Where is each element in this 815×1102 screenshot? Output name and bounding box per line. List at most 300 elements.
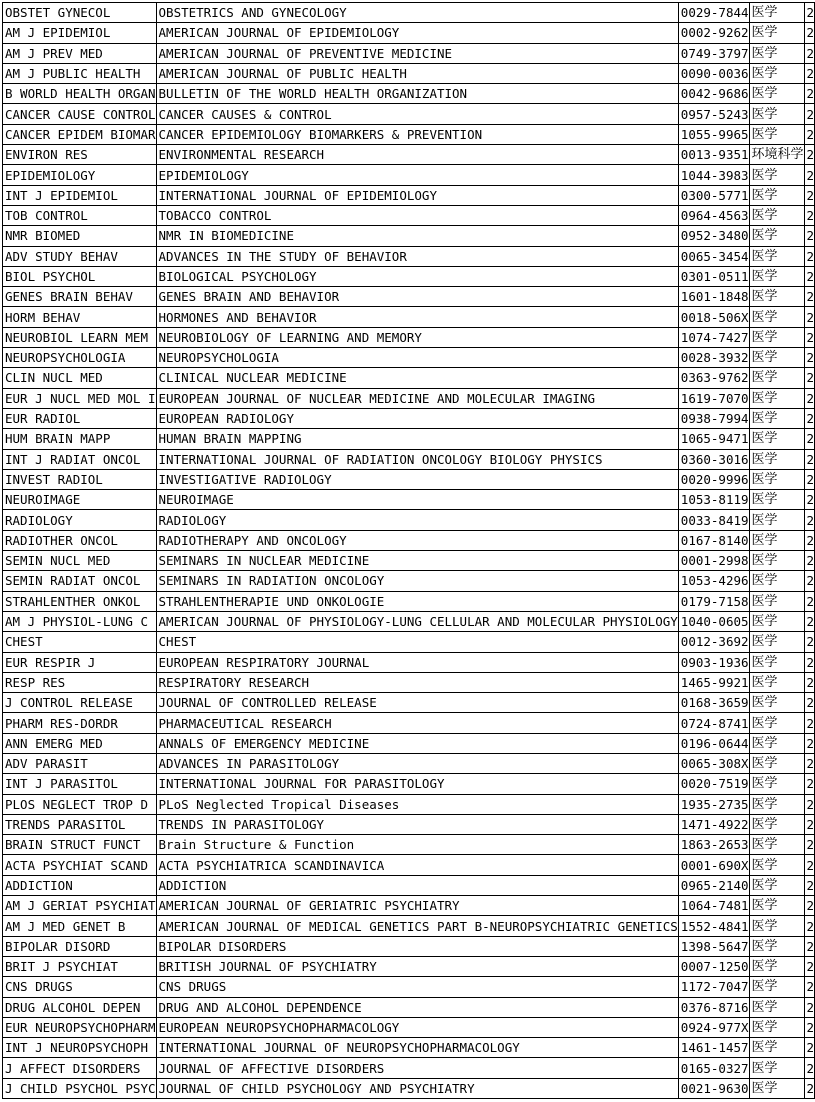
journal-abbreviation-cell[interactable]: HORM BEHAV: [3, 307, 157, 327]
journal-abbreviation-cell[interactable]: STRAHLENTHER ONKOL: [3, 591, 157, 611]
journal-title-cell[interactable]: BRITISH JOURNAL OF PSYCHIATRY: [156, 956, 678, 976]
journal-abbreviation-cell[interactable]: AM J GERIAT PSYCHIAT: [3, 896, 157, 916]
category-cell[interactable]: 医学: [749, 875, 804, 895]
issn-cell[interactable]: 0028-3932: [678, 348, 749, 368]
category-cell[interactable]: 医学: [749, 1038, 804, 1058]
issn-cell[interactable]: 0196-0644: [678, 733, 749, 753]
issn-cell[interactable]: 0360-3016: [678, 449, 749, 469]
journal-abbreviation-cell[interactable]: INVEST RADIOL: [3, 469, 157, 489]
journal-abbreviation-cell[interactable]: CHEST: [3, 632, 157, 652]
issn-cell[interactable]: 0001-690X: [678, 855, 749, 875]
issn-cell[interactable]: 0033-8419: [678, 510, 749, 530]
journal-abbreviation-cell[interactable]: DRUG ALCOHOL DEPEN: [3, 997, 157, 1017]
issn-cell[interactable]: 0957-5243: [678, 104, 749, 124]
journal-abbreviation-cell[interactable]: BRIT J PSYCHIAT: [3, 956, 157, 976]
journal-abbreviation-cell[interactable]: TOB CONTROL: [3, 205, 157, 225]
rank-cell[interactable]: 2: [804, 591, 815, 611]
journal-title-cell[interactable]: INTERNATIONAL JOURNAL OF RADIATION ONCOLOGY BIOLOGY PHYSICS: [156, 449, 678, 469]
journal-title-cell[interactable]: CANCER EPIDEMIOLOGY BIOMARKERS & PREVENTION: [156, 124, 678, 144]
journal-title-cell[interactable]: INTERNATIONAL JOURNAL FOR PARASITOLOGY: [156, 774, 678, 794]
category-cell[interactable]: 医学: [749, 571, 804, 591]
category-cell[interactable]: 医学: [749, 916, 804, 936]
table-row: [3, 185, 815, 205]
category-cell[interactable]: 医学: [749, 205, 804, 225]
category-cell[interactable]: 医学: [749, 1017, 804, 1037]
category-cell[interactable]: 医学: [749, 713, 804, 733]
journal-title-cell[interactable]: SEMINARS IN RADIATION ONCOLOGY: [156, 571, 678, 591]
category-cell[interactable]: 医学: [749, 266, 804, 286]
rank-cell[interactable]: 2: [804, 835, 815, 855]
category-cell[interactable]: 医学: [749, 165, 804, 185]
journal-title-cell[interactable]: JOURNAL OF CONTROLLED RELEASE: [156, 693, 678, 713]
journal-title-cell[interactable]: DRUG AND ALCOHOL DEPENDENCE: [156, 997, 678, 1017]
journal-title-cell[interactable]: PLoS Neglected Tropical Diseases: [156, 794, 678, 814]
table-row: [3, 246, 815, 266]
journal-title-cell[interactable]: TRENDS IN PARASITOLOGY: [156, 814, 678, 834]
issn-cell[interactable]: 0018-506X: [678, 307, 749, 327]
journal-abbreviation-cell[interactable]: EUR RESPIR J: [3, 652, 157, 672]
category-cell[interactable]: 医学: [749, 794, 804, 814]
rank-cell[interactable]: 2: [804, 530, 815, 550]
issn-cell[interactable]: 0952-3480: [678, 226, 749, 246]
journal-abbreviation-cell[interactable]: CNS DRUGS: [3, 977, 157, 997]
rank-cell[interactable]: 2: [804, 165, 815, 185]
category-cell[interactable]: 医学: [749, 246, 804, 266]
issn-cell[interactable]: 1172-7047: [678, 977, 749, 997]
category-cell[interactable]: 医学: [749, 185, 804, 205]
journal-abbreviation-cell[interactable]: BIPOLAR DISORD: [3, 936, 157, 956]
journal-abbreviation-cell[interactable]: RADIOLOGY: [3, 510, 157, 530]
rank-cell[interactable]: 2: [804, 429, 815, 449]
rank-cell[interactable]: 2: [804, 855, 815, 875]
journal-title-cell[interactable]: INTERNATIONAL JOURNAL OF EPIDEMIOLOGY: [156, 185, 678, 205]
journal-title-cell[interactable]: AMERICAN JOURNAL OF PUBLIC HEALTH: [156, 63, 678, 83]
issn-cell[interactable]: 0020-7519: [678, 774, 749, 794]
issn-cell[interactable]: 1465-9921: [678, 672, 749, 692]
category-cell[interactable]: 医学: [749, 327, 804, 347]
rank-cell[interactable]: 2: [804, 652, 815, 672]
journal-title-cell[interactable]: JOURNAL OF AFFECTIVE DISORDERS: [156, 1058, 678, 1078]
category-cell[interactable]: 医学: [749, 287, 804, 307]
journal-abbreviation-cell[interactable]: RESP RES: [3, 672, 157, 692]
rank-cell[interactable]: 2: [804, 266, 815, 286]
category-cell[interactable]: 医学: [749, 632, 804, 652]
issn-cell[interactable]: 0903-1936: [678, 652, 749, 672]
journal-abbreviation-cell[interactable]: PLOS NEGLECT TROP D: [3, 794, 157, 814]
issn-cell[interactable]: 0363-9762: [678, 368, 749, 388]
rank-cell[interactable]: 2: [804, 713, 815, 733]
category-cell[interactable]: 医学: [749, 510, 804, 530]
journal-title-cell[interactable]: HUMAN BRAIN MAPPING: [156, 429, 678, 449]
table-row: [3, 814, 815, 834]
journal-title-cell[interactable]: AMERICAN JOURNAL OF PREVENTIVE MEDICINE: [156, 43, 678, 63]
journal-title-cell[interactable]: CNS DRUGS: [156, 977, 678, 997]
table-row: [3, 408, 815, 428]
journal-abbreviation-cell[interactable]: EUR RADIOL: [3, 408, 157, 428]
issn-cell[interactable]: 0300-5771: [678, 185, 749, 205]
journal-abbreviation-cell[interactable]: B WORLD HEALTH ORGAN: [3, 84, 157, 104]
issn-cell[interactable]: 0965-2140: [678, 875, 749, 895]
category-cell[interactable]: 医学: [749, 855, 804, 875]
journal-abbreviation-cell[interactable]: OBSTET GYNECOL: [3, 3, 157, 23]
journal-title-cell[interactable]: AMERICAN JOURNAL OF EPIDEMIOLOGY: [156, 23, 678, 43]
rank-cell[interactable]: 2: [804, 672, 815, 692]
journal-title-cell[interactable]: EPIDEMIOLOGY: [156, 165, 678, 185]
rank-cell[interactable]: 2: [804, 814, 815, 834]
category-cell[interactable]: 医学: [749, 1078, 804, 1098]
journal-title-cell[interactable]: CANCER CAUSES & CONTROL: [156, 104, 678, 124]
issn-cell[interactable]: 0065-308X: [678, 753, 749, 773]
journal-abbreviation-cell[interactable]: ACTA PSYCHIAT SCAND: [3, 855, 157, 875]
issn-cell[interactable]: 0029-7844: [678, 3, 749, 23]
rank-cell[interactable]: 2: [804, 63, 815, 83]
category-cell[interactable]: 医学: [749, 652, 804, 672]
rank-cell[interactable]: 2: [804, 1058, 815, 1078]
issn-cell[interactable]: 1074-7427: [678, 327, 749, 347]
rank-cell[interactable]: 2: [804, 307, 815, 327]
issn-cell[interactable]: 0165-0327: [678, 1058, 749, 1078]
rank-cell[interactable]: 2: [804, 956, 815, 976]
category-cell[interactable]: 医学: [749, 814, 804, 834]
journal-title-cell[interactable]: EUROPEAN RESPIRATORY JOURNAL: [156, 652, 678, 672]
journal-abbreviation-cell[interactable]: NEUROIMAGE: [3, 490, 157, 510]
journal-title-cell[interactable]: EUROPEAN RADIOLOGY: [156, 408, 678, 428]
category-cell[interactable]: 医学: [749, 896, 804, 916]
issn-cell[interactable]: 1040-0605: [678, 611, 749, 631]
rank-cell[interactable]: 2: [804, 84, 815, 104]
journal-title-cell[interactable]: PHARMACEUTICAL RESEARCH: [156, 713, 678, 733]
table-row: [3, 530, 815, 550]
category-cell[interactable]: 医学: [749, 997, 804, 1017]
journal-abbreviation-cell[interactable]: TRENDS PARASITOL: [3, 814, 157, 834]
table-row: [3, 956, 815, 976]
issn-cell[interactable]: 0301-0511: [678, 266, 749, 286]
journal-title-cell[interactable]: TOBACCO CONTROL: [156, 205, 678, 225]
issn-cell[interactable]: 0167-8140: [678, 530, 749, 550]
table-row: [3, 875, 815, 895]
rank-cell[interactable]: 2: [804, 185, 815, 205]
table-row: [3, 1017, 815, 1037]
table-row: [3, 611, 815, 631]
journal-abbreviation-cell[interactable]: PHARM RES-DORDR: [3, 713, 157, 733]
rank-cell[interactable]: 2: [804, 571, 815, 591]
issn-cell[interactable]: 0724-8741: [678, 713, 749, 733]
journal-title-cell[interactable]: ADDICTION: [156, 875, 678, 895]
journal-abbreviation-cell[interactable]: ANN EMERG MED: [3, 733, 157, 753]
category-cell[interactable]: 医学: [749, 490, 804, 510]
issn-cell[interactable]: 0376-8716: [678, 997, 749, 1017]
journal-abbreviation-cell[interactable]: GENES BRAIN BEHAV: [3, 287, 157, 307]
rank-cell[interactable]: 2: [804, 753, 815, 773]
issn-cell[interactable]: 0938-7994: [678, 408, 749, 428]
table-row: [3, 307, 815, 327]
table-row: [3, 327, 815, 347]
table-row: [3, 165, 815, 185]
journal-title-cell[interactable]: OBSTETRICS AND GYNECOLOGY: [156, 3, 678, 23]
table-row: [3, 753, 815, 773]
table-row: [3, 794, 815, 814]
journal-title-cell[interactable]: RESPIRATORY RESEARCH: [156, 672, 678, 692]
journal-title-cell[interactable]: BIOLOGICAL PSYCHOLOGY: [156, 266, 678, 286]
journal-abbreviation-cell[interactable]: AM J PREV MED: [3, 43, 157, 63]
issn-cell[interactable]: 0924-977X: [678, 1017, 749, 1037]
journal-title-cell[interactable]: ANNALS OF EMERGENCY MEDICINE: [156, 733, 678, 753]
category-cell[interactable]: 医学: [749, 63, 804, 83]
issn-cell[interactable]: 1044-3983: [678, 165, 749, 185]
issn-cell[interactable]: 0065-3454: [678, 246, 749, 266]
rank-cell[interactable]: 2: [804, 3, 815, 23]
issn-cell[interactable]: 1461-1457: [678, 1038, 749, 1058]
journal-abbreviation-cell[interactable]: EUR NEUROPSYCHOPHARM: [3, 1017, 157, 1037]
category-cell[interactable]: 医学: [749, 388, 804, 408]
journal-abbreviation-cell[interactable]: BRAIN STRUCT FUNCT: [3, 835, 157, 855]
journal-abbreviation-cell[interactable]: INT J EPIDEMIOL: [3, 185, 157, 205]
issn-cell[interactable]: 1471-4922: [678, 814, 749, 834]
rank-cell[interactable]: 2: [804, 693, 815, 713]
table-row: [3, 104, 815, 124]
rank-cell[interactable]: 2: [804, 551, 815, 571]
journal-abbreviation-cell[interactable]: INT J PARASITOL: [3, 774, 157, 794]
journal-title-cell[interactable]: AMERICAN JOURNAL OF MEDICAL GENETICS PART B-NEUROPSYCHIATRIC GENETICS: [156, 916, 678, 936]
journal-title-cell[interactable]: AMERICAN JOURNAL OF PHYSIOLOGY-LUNG CELLULAR AND MOLECULAR PHYSIOLOGY: [156, 611, 678, 631]
rank-cell[interactable]: 2: [804, 875, 815, 895]
journal-title-cell[interactable]: ADVANCES IN PARASITOLOGY: [156, 753, 678, 773]
category-cell[interactable]: 医学: [749, 672, 804, 692]
table-row: [3, 1038, 815, 1058]
issn-cell[interactable]: 0012-3692: [678, 632, 749, 652]
journal-title-cell[interactable]: EUROPEAN JOURNAL OF NUCLEAR MEDICINE AND MOLECULAR IMAGING: [156, 388, 678, 408]
journal-title-cell[interactable]: NMR IN BIOMEDICINE: [156, 226, 678, 246]
category-cell[interactable]: 医学: [749, 469, 804, 489]
category-cell[interactable]: 医学: [749, 611, 804, 631]
journal-title-cell[interactable]: STRAHLENTHERAPIE UND ONKOLOGIE: [156, 591, 678, 611]
journal-title-cell[interactable]: CHEST: [156, 632, 678, 652]
journal-title-cell[interactable]: ACTA PSYCHIATRICA SCANDINAVICA: [156, 855, 678, 875]
issn-cell[interactable]: 1055-9965: [678, 124, 749, 144]
journal-abbreviation-cell[interactable]: ENVIRON RES: [3, 145, 157, 165]
category-cell[interactable]: 医学: [749, 774, 804, 794]
issn-cell[interactable]: 1398-5647: [678, 936, 749, 956]
category-cell[interactable]: 医学: [749, 348, 804, 368]
journal-title-cell[interactable]: HORMONES AND BEHAVIOR: [156, 307, 678, 327]
issn-cell[interactable]: 0002-9262: [678, 23, 749, 43]
category-cell[interactable]: 医学: [749, 104, 804, 124]
issn-cell[interactable]: 1935-2735: [678, 794, 749, 814]
category-cell[interactable]: 医学: [749, 429, 804, 449]
journal-abbreviation-cell[interactable]: AM J EPIDEMIOL: [3, 23, 157, 43]
category-cell[interactable]: 医学: [749, 977, 804, 997]
table-row: [3, 1078, 815, 1098]
table-row: [3, 429, 815, 449]
category-cell[interactable]: 医学: [749, 753, 804, 773]
journal-title-cell[interactable]: NEUROPSYCHOLOGIA: [156, 348, 678, 368]
journal-abbreviation-cell[interactable]: J CONTROL RELEASE: [3, 693, 157, 713]
journal-title-cell[interactable]: RADIOLOGY: [156, 510, 678, 530]
table-row: [3, 977, 815, 997]
rank-cell[interactable]: 2: [804, 23, 815, 43]
category-cell[interactable]: 医学: [749, 936, 804, 956]
journal-abbreviation-cell[interactable]: RADIOTHER ONCOL: [3, 530, 157, 550]
journal-title-cell[interactable]: Brain Structure & Function: [156, 835, 678, 855]
table-row: [3, 510, 815, 530]
rank-cell[interactable]: 2: [804, 774, 815, 794]
table-row: [3, 713, 815, 733]
table-row: [3, 490, 815, 510]
issn-cell[interactable]: 1863-2653: [678, 835, 749, 855]
category-cell[interactable]: 医学: [749, 1058, 804, 1078]
rank-cell[interactable]: 2: [804, 408, 815, 428]
rank-cell[interactable]: 2: [804, 1078, 815, 1098]
rank-cell[interactable]: 2: [804, 916, 815, 936]
category-cell[interactable]: 环境科学: [749, 145, 804, 165]
issn-cell[interactable]: 1053-4296: [678, 571, 749, 591]
rank-cell[interactable]: 2: [804, 733, 815, 753]
journal-title-cell[interactable]: ENVIRONMENTAL RESEARCH: [156, 145, 678, 165]
rank-cell[interactable]: 2: [804, 327, 815, 347]
category-cell[interactable]: 医学: [749, 124, 804, 144]
table-row: [3, 449, 815, 469]
journal-abbreviation-cell[interactable]: INT J NEUROPSYCHOPH: [3, 1038, 157, 1058]
journal-abbreviation-cell[interactable]: NEUROBIOL LEARN MEM: [3, 327, 157, 347]
journal-abbreviation-cell[interactable]: NMR BIOMED: [3, 226, 157, 246]
issn-cell[interactable]: 0013-9351: [678, 145, 749, 165]
journal-title-cell[interactable]: BULLETIN OF THE WORLD HEALTH ORGANIZATION: [156, 84, 678, 104]
journal-abbreviation-cell[interactable]: CANCER EPIDEM BIOMAR: [3, 124, 157, 144]
issn-cell[interactable]: 0042-9686: [678, 84, 749, 104]
journal-abbreviation-cell[interactable]: AM J PUBLIC HEALTH: [3, 63, 157, 83]
rank-cell[interactable]: 2: [804, 794, 815, 814]
rank-cell[interactable]: 2: [804, 632, 815, 652]
category-cell[interactable]: 医学: [749, 530, 804, 550]
table-row: [3, 348, 815, 368]
journal-abbreviation-cell[interactable]: ADV PARASIT: [3, 753, 157, 773]
rank-cell[interactable]: 2: [804, 226, 815, 246]
rank-cell[interactable]: 2: [804, 124, 815, 144]
journal-abbreviation-cell[interactable]: EPIDEMIOLOGY: [3, 165, 157, 185]
category-cell[interactable]: 医学: [749, 835, 804, 855]
journal-abbreviation-cell[interactable]: BIOL PSYCHOL: [3, 266, 157, 286]
category-cell[interactable]: 医学: [749, 733, 804, 753]
rank-cell[interactable]: 2: [804, 43, 815, 63]
journal-title-cell[interactable]: RADIOTHERAPY AND ONCOLOGY: [156, 530, 678, 550]
issn-cell[interactable]: 1065-9471: [678, 429, 749, 449]
journal-abbreviation-cell[interactable]: HUM BRAIN MAPP: [3, 429, 157, 449]
rank-cell[interactable]: 2: [804, 977, 815, 997]
rank-cell[interactable]: 2: [804, 997, 815, 1017]
rank-cell[interactable]: 2: [804, 490, 815, 510]
journal-abbreviation-cell[interactable]: ADV STUDY BEHAV: [3, 246, 157, 266]
journal-title-cell[interactable]: BIPOLAR DISORDERS: [156, 936, 678, 956]
journal-title-cell[interactable]: JOURNAL OF CHILD PSYCHOLOGY AND PSYCHIATRY: [156, 1078, 678, 1098]
rank-cell[interactable]: 2: [804, 510, 815, 530]
issn-cell[interactable]: 0749-3797: [678, 43, 749, 63]
issn-cell[interactable]: 0020-9996: [678, 469, 749, 489]
issn-cell[interactable]: 0007-1250: [678, 956, 749, 976]
journal-abbreviation-cell[interactable]: NEUROPSYCHOLOGIA: [3, 348, 157, 368]
rank-cell[interactable]: 2: [804, 348, 815, 368]
rank-cell[interactable]: 2: [804, 287, 815, 307]
issn-cell[interactable]: 0021-9630: [678, 1078, 749, 1098]
journal-abbreviation-cell[interactable]: CANCER CAUSE CONTROL: [3, 104, 157, 124]
issn-cell[interactable]: 1064-7481: [678, 896, 749, 916]
journal-abbreviation-cell[interactable]: AM J PHYSIOL-LUNG C: [3, 611, 157, 631]
category-cell[interactable]: 医学: [749, 307, 804, 327]
table-row: [3, 368, 815, 388]
rank-cell[interactable]: 2: [804, 388, 815, 408]
issn-cell[interactable]: 1619-7070: [678, 388, 749, 408]
category-cell[interactable]: 医学: [749, 551, 804, 571]
journal-abbreviation-cell[interactable]: INT J RADIAT ONCOL: [3, 449, 157, 469]
category-cell[interactable]: 医学: [749, 84, 804, 104]
rank-cell[interactable]: 2: [804, 145, 815, 165]
rank-cell[interactable]: 2: [804, 246, 815, 266]
journal-title-cell[interactable]: AMERICAN JOURNAL OF GERIATRIC PSYCHIATRY: [156, 896, 678, 916]
journal-abbreviation-cell[interactable]: SEMIN RADIAT ONCOL: [3, 571, 157, 591]
journal-title-cell[interactable]: ADVANCES IN THE STUDY OF BEHAVIOR: [156, 246, 678, 266]
journal-title-cell[interactable]: INVESTIGATIVE RADIOLOGY: [156, 469, 678, 489]
journal-abbreviation-cell[interactable]: EUR J NUCL MED MOL I: [3, 388, 157, 408]
category-cell[interactable]: 医学: [749, 226, 804, 246]
table-row: [3, 916, 815, 936]
journal-abbreviation-cell[interactable]: J CHILD PSYCHOL PSYC: [3, 1078, 157, 1098]
journal-abbreviation-cell[interactable]: SEMIN NUCL MED: [3, 551, 157, 571]
issn-cell[interactable]: 1601-1848: [678, 287, 749, 307]
rank-cell[interactable]: 2: [804, 1017, 815, 1037]
journal-title-cell[interactable]: CLINICAL NUCLEAR MEDICINE: [156, 368, 678, 388]
issn-cell[interactable]: 0090-0036: [678, 63, 749, 83]
journal-title-cell[interactable]: INTERNATIONAL JOURNAL OF NEUROPSYCHOPHARMACOLOGY: [156, 1038, 678, 1058]
rank-cell[interactable]: 2: [804, 896, 815, 916]
rank-cell[interactable]: 2: [804, 611, 815, 631]
rank-cell[interactable]: 2: [804, 449, 815, 469]
table-row: [3, 936, 815, 956]
category-cell[interactable]: 医学: [749, 956, 804, 976]
issn-cell[interactable]: 1552-4841: [678, 916, 749, 936]
journal-abbreviation-cell[interactable]: CLIN NUCL MED: [3, 368, 157, 388]
issn-cell[interactable]: 1053-8119: [678, 490, 749, 510]
category-cell[interactable]: 医学: [749, 3, 804, 23]
rank-cell[interactable]: 2: [804, 469, 815, 489]
table-row: [3, 632, 815, 652]
rank-cell[interactable]: 2: [804, 368, 815, 388]
category-cell[interactable]: 医学: [749, 591, 804, 611]
issn-cell[interactable]: 0964-4563: [678, 205, 749, 225]
journal-title-cell[interactable]: NEUROIMAGE: [156, 490, 678, 510]
journal-abbreviation-cell[interactable]: AM J MED GENET B: [3, 916, 157, 936]
category-cell[interactable]: 医学: [749, 368, 804, 388]
table-row: [3, 43, 815, 63]
journal-title-cell[interactable]: GENES BRAIN AND BEHAVIOR: [156, 287, 678, 307]
issn-cell[interactable]: 0168-3659: [678, 693, 749, 713]
category-cell[interactable]: 医学: [749, 449, 804, 469]
rank-cell[interactable]: 2: [804, 205, 815, 225]
category-cell[interactable]: 医学: [749, 23, 804, 43]
issn-cell[interactable]: 0179-7158: [678, 591, 749, 611]
journal-title-cell[interactable]: NEUROBIOLOGY OF LEARNING AND MEMORY: [156, 327, 678, 347]
category-cell[interactable]: 医学: [749, 693, 804, 713]
journal-abbreviation-cell[interactable]: J AFFECT DISORDERS: [3, 1058, 157, 1078]
rank-cell[interactable]: 2: [804, 104, 815, 124]
table-row: [3, 693, 815, 713]
journal-abbreviation-cell[interactable]: ADDICTION: [3, 875, 157, 895]
rank-cell[interactable]: 2: [804, 936, 815, 956]
journal-title-cell[interactable]: SEMINARS IN NUCLEAR MEDICINE: [156, 551, 678, 571]
issn-cell[interactable]: 0001-2998: [678, 551, 749, 571]
journal-title-cell[interactable]: EUROPEAN NEUROPSYCHOPHARMACOLOGY: [156, 1017, 678, 1037]
rank-cell[interactable]: 2: [804, 1038, 815, 1058]
category-cell[interactable]: 医学: [749, 408, 804, 428]
category-cell[interactable]: 医学: [749, 43, 804, 63]
